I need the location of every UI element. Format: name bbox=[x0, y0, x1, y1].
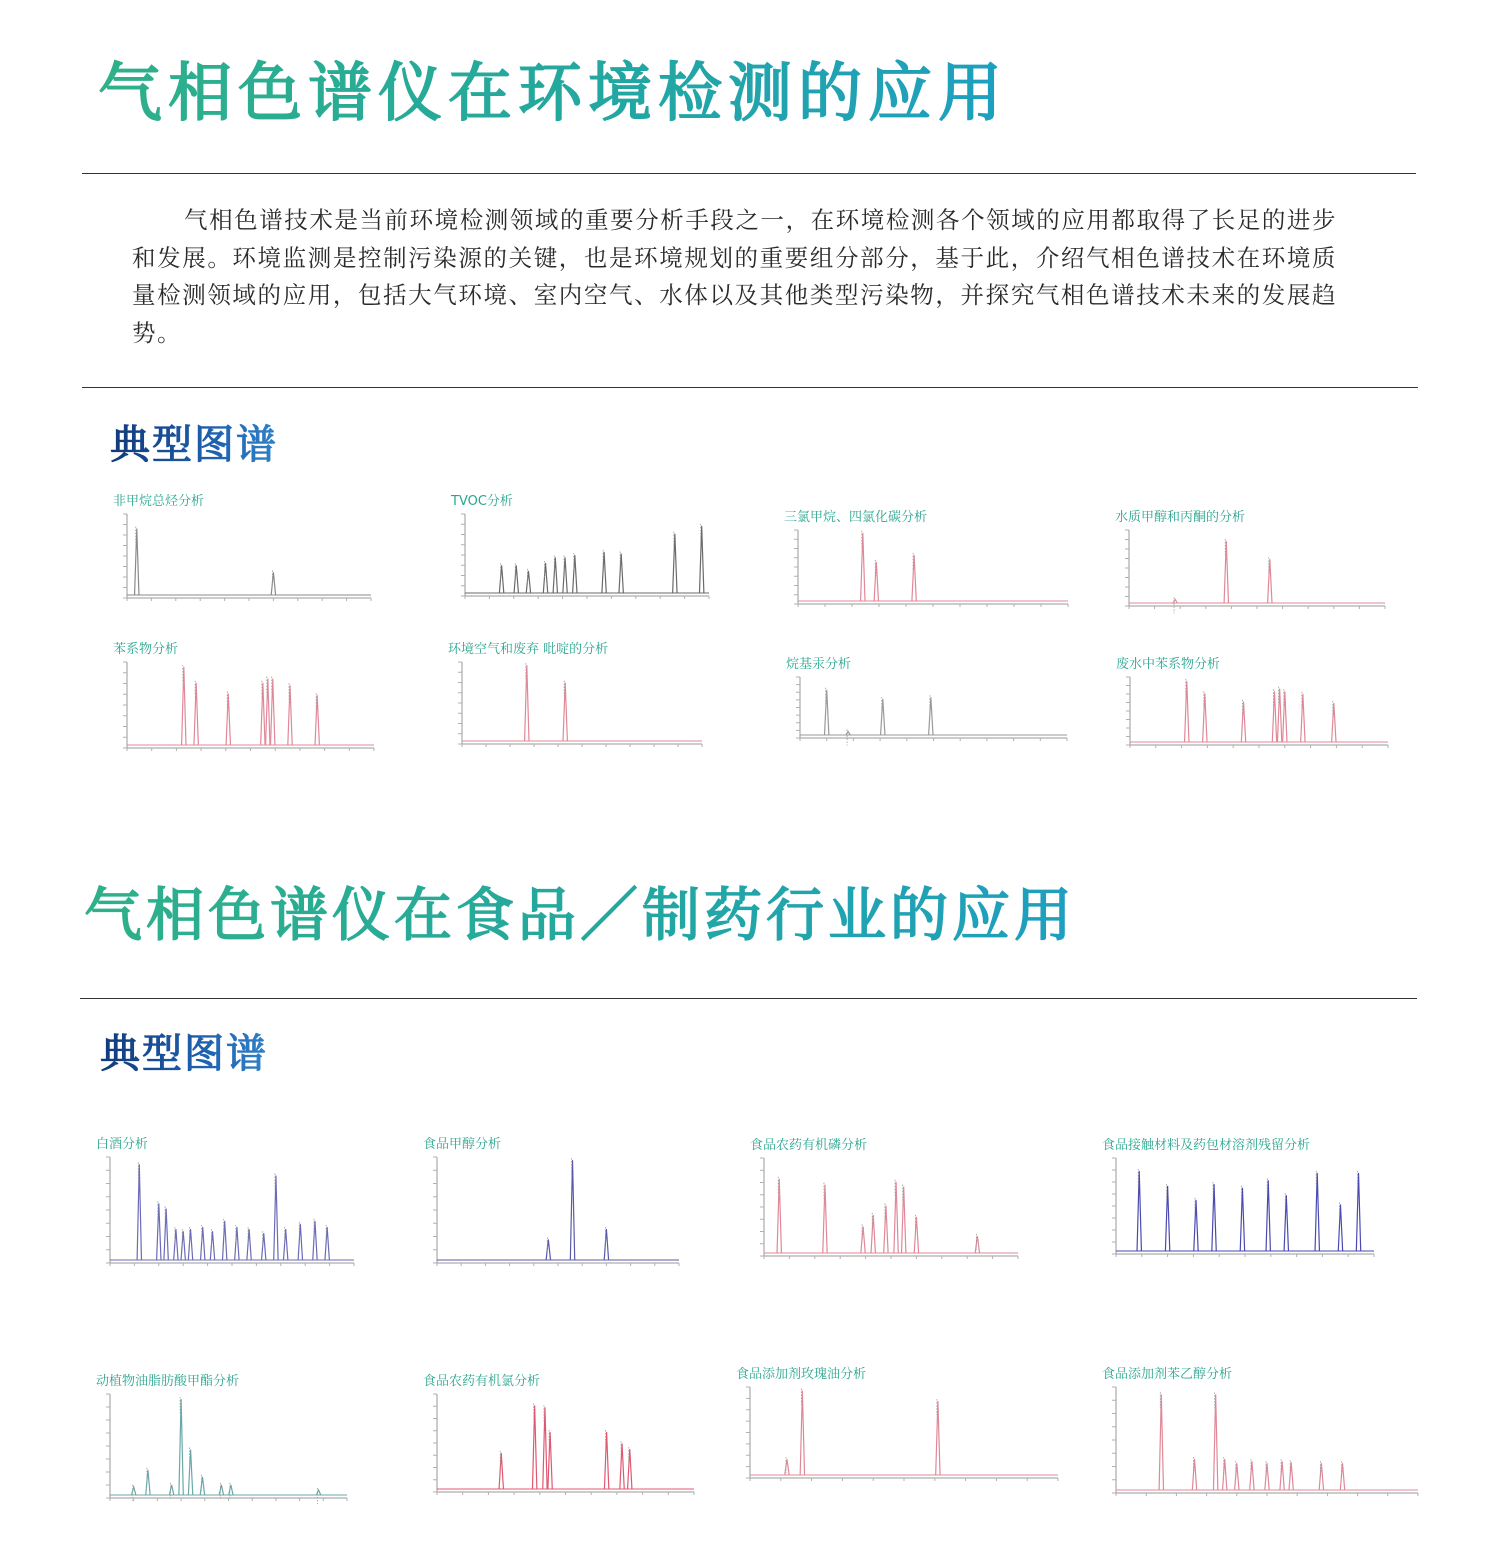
chart-peak bbox=[1185, 681, 1189, 742]
chart-peak bbox=[200, 1477, 204, 1495]
chart-peak bbox=[1340, 1463, 1344, 1490]
chart-peak bbox=[526, 571, 530, 593]
chart-peak bbox=[777, 1179, 781, 1253]
chart-peak bbox=[546, 1239, 550, 1260]
chart-peak bbox=[499, 1453, 503, 1489]
chart-peak bbox=[1173, 599, 1177, 603]
chart-peak bbox=[1213, 1394, 1217, 1490]
divider-mid bbox=[82, 387, 1418, 388]
chart-label: 食品农药有机氯分析 bbox=[423, 1374, 541, 1389]
chart-peak bbox=[553, 557, 557, 593]
chromatogram-svg bbox=[423, 1390, 698, 1502]
chart-label: TVOC分析 bbox=[451, 494, 513, 509]
chromatogram-svg bbox=[784, 526, 1072, 614]
chart-peak bbox=[229, 1485, 233, 1495]
chromatogram-svg bbox=[750, 1154, 1022, 1266]
divider-bottom bbox=[80, 998, 1417, 999]
chart-peak bbox=[188, 1229, 192, 1260]
chart-peak bbox=[673, 534, 677, 593]
chart-peak bbox=[179, 1399, 183, 1495]
chromatogram-svg bbox=[96, 1390, 351, 1508]
chromatogram-svg bbox=[113, 658, 378, 758]
chart-peak bbox=[871, 1215, 875, 1253]
chart-peak bbox=[1212, 1184, 1216, 1251]
chart-peak bbox=[573, 555, 577, 593]
chart-label: 食品添加剂苯乙醇分析 bbox=[1102, 1367, 1233, 1382]
chart-peak bbox=[1203, 693, 1207, 742]
chromatogram-svg bbox=[423, 1153, 683, 1273]
chart-peak bbox=[936, 1401, 940, 1475]
chart-peak bbox=[1194, 1200, 1198, 1251]
chart-peak bbox=[563, 557, 567, 593]
chart-peak bbox=[514, 565, 518, 593]
chart-peak bbox=[226, 694, 230, 745]
chromatogram-svg bbox=[1116, 673, 1392, 755]
chart-label: 环境空气和废弃 吡啶的分析 bbox=[448, 642, 609, 657]
chart-peak bbox=[881, 699, 885, 735]
chromatogram-svg bbox=[786, 673, 1071, 748]
chart-peak bbox=[525, 665, 529, 741]
chart-label: 苯系物分析 bbox=[113, 642, 179, 657]
chart-peak bbox=[884, 1206, 888, 1254]
chart-peak bbox=[271, 679, 275, 745]
chart-peak bbox=[194, 683, 198, 745]
chart-peak bbox=[1224, 541, 1228, 603]
chart-peak bbox=[247, 1229, 251, 1260]
chart-peak bbox=[188, 1450, 192, 1495]
chart-peak bbox=[1356, 1173, 1360, 1251]
section2-title: 气相色谱仪在食品／制药行业的应用 bbox=[84, 868, 1076, 952]
chart-peak bbox=[1165, 1186, 1169, 1251]
chart-peak bbox=[499, 565, 503, 593]
chart-peak bbox=[1223, 1459, 1227, 1490]
chart-peak bbox=[1240, 1188, 1244, 1251]
chart-label: 食品甲醇分析 bbox=[423, 1137, 502, 1152]
chart-peak bbox=[861, 533, 865, 601]
chart-peak bbox=[1250, 1461, 1254, 1490]
chromatogram-svg bbox=[96, 1153, 358, 1273]
chromatogram-svg bbox=[113, 510, 375, 608]
chart-peak bbox=[222, 1221, 226, 1260]
chart-peak bbox=[219, 1485, 223, 1495]
chart-peak bbox=[1283, 691, 1287, 742]
chart-peak bbox=[1266, 1180, 1270, 1251]
chart-peak bbox=[912, 555, 916, 601]
chart-peak bbox=[1235, 1463, 1239, 1490]
divider-top bbox=[82, 173, 1416, 174]
chart-peak bbox=[874, 562, 878, 601]
chart-peak bbox=[800, 1391, 804, 1475]
chart-peak bbox=[137, 1164, 141, 1260]
chart-peak bbox=[825, 690, 829, 735]
chart-peak bbox=[628, 1449, 632, 1489]
chart-peak bbox=[283, 1229, 287, 1260]
chart-label: 非甲烷总烃分析 bbox=[113, 494, 205, 509]
chromatogram-svg bbox=[451, 510, 713, 606]
chart-label: 白酒分析 bbox=[96, 1137, 149, 1152]
chart-label: 烷基汞分析 bbox=[786, 657, 852, 672]
chart-peak bbox=[861, 1226, 865, 1253]
chart-peak bbox=[298, 1224, 302, 1260]
chart-peak bbox=[262, 1233, 266, 1260]
chart-peak bbox=[132, 1487, 136, 1495]
chart-peak bbox=[929, 697, 933, 735]
chart-peak bbox=[288, 685, 292, 745]
chart-peak bbox=[1315, 1173, 1319, 1251]
chart-peak bbox=[823, 1185, 827, 1253]
chart-peak bbox=[201, 1227, 205, 1260]
section1-subtitle: 典型图谱 bbox=[110, 413, 278, 470]
chart-peak bbox=[261, 683, 265, 745]
chart-peak bbox=[1159, 1394, 1163, 1490]
chart-peak bbox=[135, 529, 139, 595]
chart-peak bbox=[313, 1221, 317, 1260]
chart-peak bbox=[1338, 1205, 1342, 1252]
chart-label: 三氯甲烷、四氯化碳分析 bbox=[784, 510, 928, 525]
chart-peak bbox=[1137, 1171, 1141, 1251]
chart-peak bbox=[1268, 559, 1272, 603]
section2-subtitle: 典型图谱 bbox=[100, 1022, 268, 1079]
chart-peak bbox=[570, 1160, 574, 1260]
chart-label: 食品添加剂玫瑰油分析 bbox=[736, 1367, 867, 1382]
chromatogram-svg bbox=[448, 658, 706, 754]
chart-peak bbox=[174, 1229, 178, 1260]
chart-peak bbox=[1284, 1195, 1288, 1251]
chart-peak bbox=[235, 1227, 239, 1260]
chart-peak bbox=[1319, 1463, 1323, 1490]
chart-peak bbox=[181, 1231, 185, 1260]
chart-peak bbox=[210, 1231, 214, 1260]
chart-peak bbox=[620, 1443, 624, 1489]
chart-peak bbox=[1289, 1462, 1293, 1490]
chart-peak bbox=[543, 563, 547, 593]
chart-peak bbox=[1241, 702, 1245, 742]
chart-peak bbox=[532, 1405, 536, 1489]
chart-peak bbox=[1272, 691, 1276, 742]
chart-peak bbox=[1265, 1463, 1269, 1490]
chromatogram-svg bbox=[1115, 526, 1389, 616]
chart-peak bbox=[699, 526, 703, 593]
chart-peak bbox=[604, 1229, 608, 1260]
chart-peak bbox=[271, 572, 275, 595]
chromatogram-svg bbox=[1102, 1383, 1422, 1503]
chart-peak bbox=[169, 1485, 173, 1495]
chart-peak bbox=[894, 1182, 898, 1253]
chart-peak bbox=[902, 1187, 906, 1254]
chart-peak bbox=[325, 1227, 329, 1260]
chart-peak bbox=[602, 552, 606, 593]
chart-peak bbox=[604, 1432, 608, 1489]
chart-peak bbox=[164, 1209, 168, 1261]
chart-peak bbox=[548, 1432, 552, 1489]
chart-label: 废水中苯系物分析 bbox=[1116, 657, 1221, 672]
chart-label: 动植物油脂肪酸甲酯分析 bbox=[96, 1374, 240, 1389]
chromatogram-svg bbox=[736, 1383, 1062, 1488]
chart-peak bbox=[266, 679, 270, 745]
chart-peak bbox=[1280, 1461, 1284, 1490]
chart-peak bbox=[1192, 1459, 1196, 1490]
chart-peak bbox=[975, 1236, 979, 1253]
chart-peak bbox=[1277, 689, 1281, 742]
chart-peak bbox=[846, 732, 850, 735]
chart-peak bbox=[785, 1459, 789, 1475]
chart-peak bbox=[146, 1470, 150, 1495]
chart-peak bbox=[274, 1176, 278, 1260]
chart-peak bbox=[563, 683, 567, 741]
chart-peak bbox=[914, 1217, 918, 1253]
chart-peak bbox=[182, 667, 186, 745]
chart-peak bbox=[1301, 694, 1305, 742]
chart-peak bbox=[157, 1203, 161, 1260]
intro-paragraph: 气相色谱技术是当前环境检测领域的重要分析手段之一，在环境检测各个领域的应用都取得了长足的进步和发展。环境监测是控制污染源的关键，也是环境规划的重要组分部分，基于此，介绍气相色谱技术在环境质量检测领域的应用，包括大气环境、室内空气、水体以及其他类型污染物，并探究气相色谱技术未来的发展趋势。 bbox=[132, 206, 1337, 347]
chromatogram-svg bbox=[1102, 1154, 1378, 1264]
chart-peak bbox=[316, 1490, 320, 1495]
chart-peak bbox=[1332, 703, 1336, 742]
chart-peak bbox=[619, 554, 623, 594]
chart-label: 食品农药有机磷分析 bbox=[750, 1138, 868, 1153]
chart-peak bbox=[543, 1407, 547, 1489]
chart-peak bbox=[315, 695, 319, 745]
chart-label: 水质甲醇和丙酮的分析 bbox=[1115, 510, 1246, 525]
section1-title: 气相色谱仪在环境检测的应用 bbox=[98, 42, 1008, 134]
chart-label: 食品接触材料及药包材溶剂残留分析 bbox=[1102, 1138, 1311, 1153]
